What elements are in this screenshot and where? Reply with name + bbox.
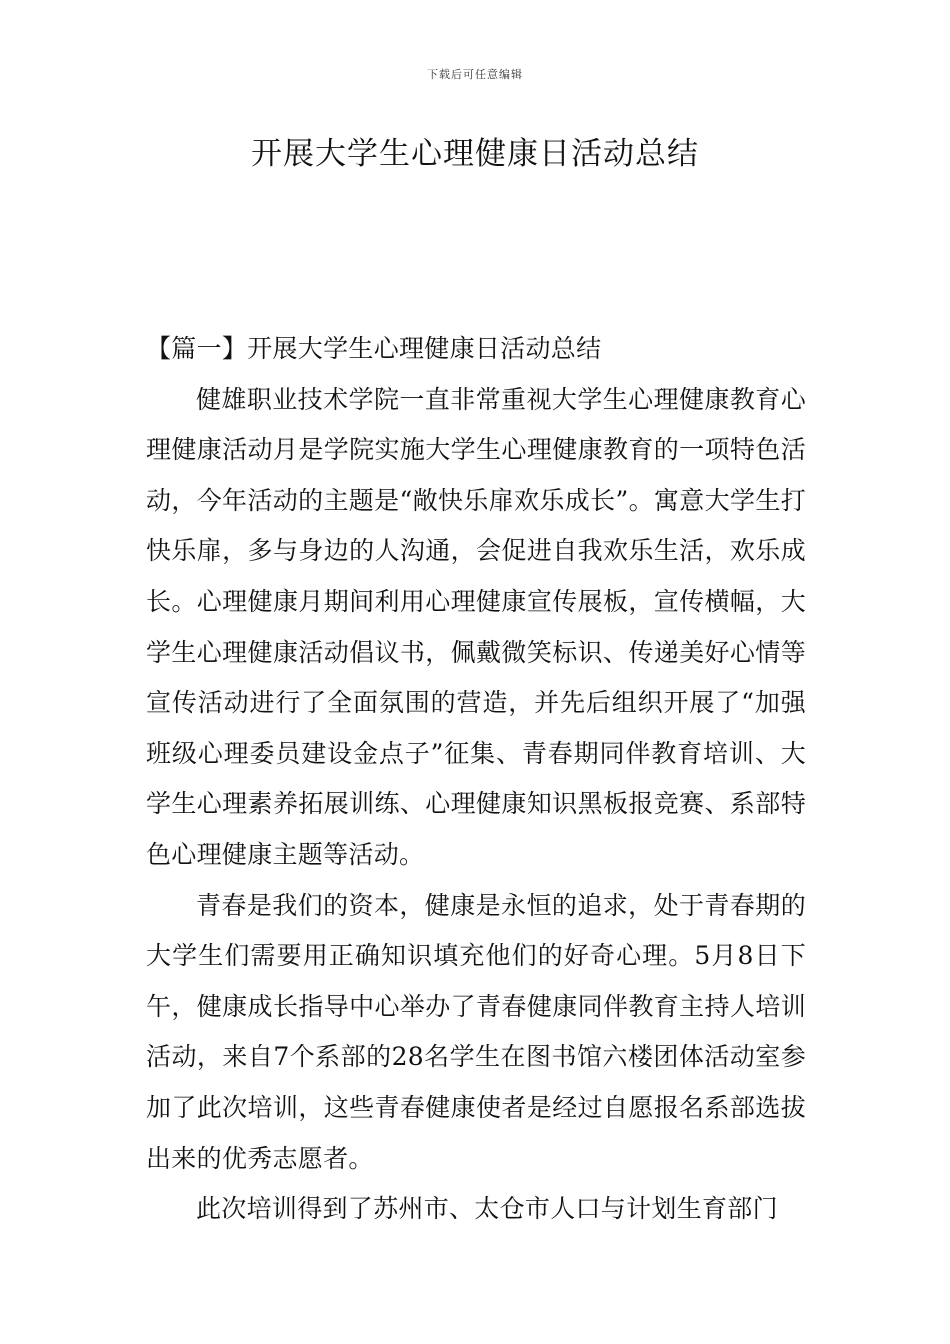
section-heading: 【篇一】开展大学生心理健康日活动总结 — [146, 334, 602, 363]
document-body — [146, 324, 806, 1235]
document-title: 开展大学生心理健康日活动总结 — [251, 136, 699, 172]
paragraph-3: 此次培训得到了苏州市、太仓市人口与计划生育部门 — [196, 1194, 778, 1224]
paragraph-1: 健雄职业技术学院一直非常重视大学生心理健康教育心理健康活动月是学院实施大学生心理健康教育的一项特色活动，今年活动的主题是“敞快乐扉欢乐成长”。寓意大学生打快乐扉，多与身边的人沟通，会促进自我欢乐生活，欢乐成长。心理健康月期间利用心理健康宣传展板，宣传横幅，大学生心理健康活动倡议书，佩戴微笑标识、传递美好心情等宣传活动进行了全面氛围的营造，并先后组织开展了“加强班级心理委员建设金点子”征集、青春期同伴教育培训、大学生心理素养拓展训练、心理健康知识黑板报竞赛、系部特色心理健康主题等活动。 — [146, 384, 806, 869]
header-note: 下载后可任意编辑 — [427, 68, 523, 81]
paragraph-2: 青春是我们的资本，健康是永恒的追求，处于青春期的大学生们需要用正确知识填充他们的好奇心理。5月8日下午，健康成长指导中心举办了青春健康同伴教育主持人培训活动，来自7个系部的28名学生在图书馆六楼团体活动室参加了此次培训，这些青春健康使者是经过自愿报名系部选拔出来的优秀志愿者。 — [146, 890, 806, 1173]
